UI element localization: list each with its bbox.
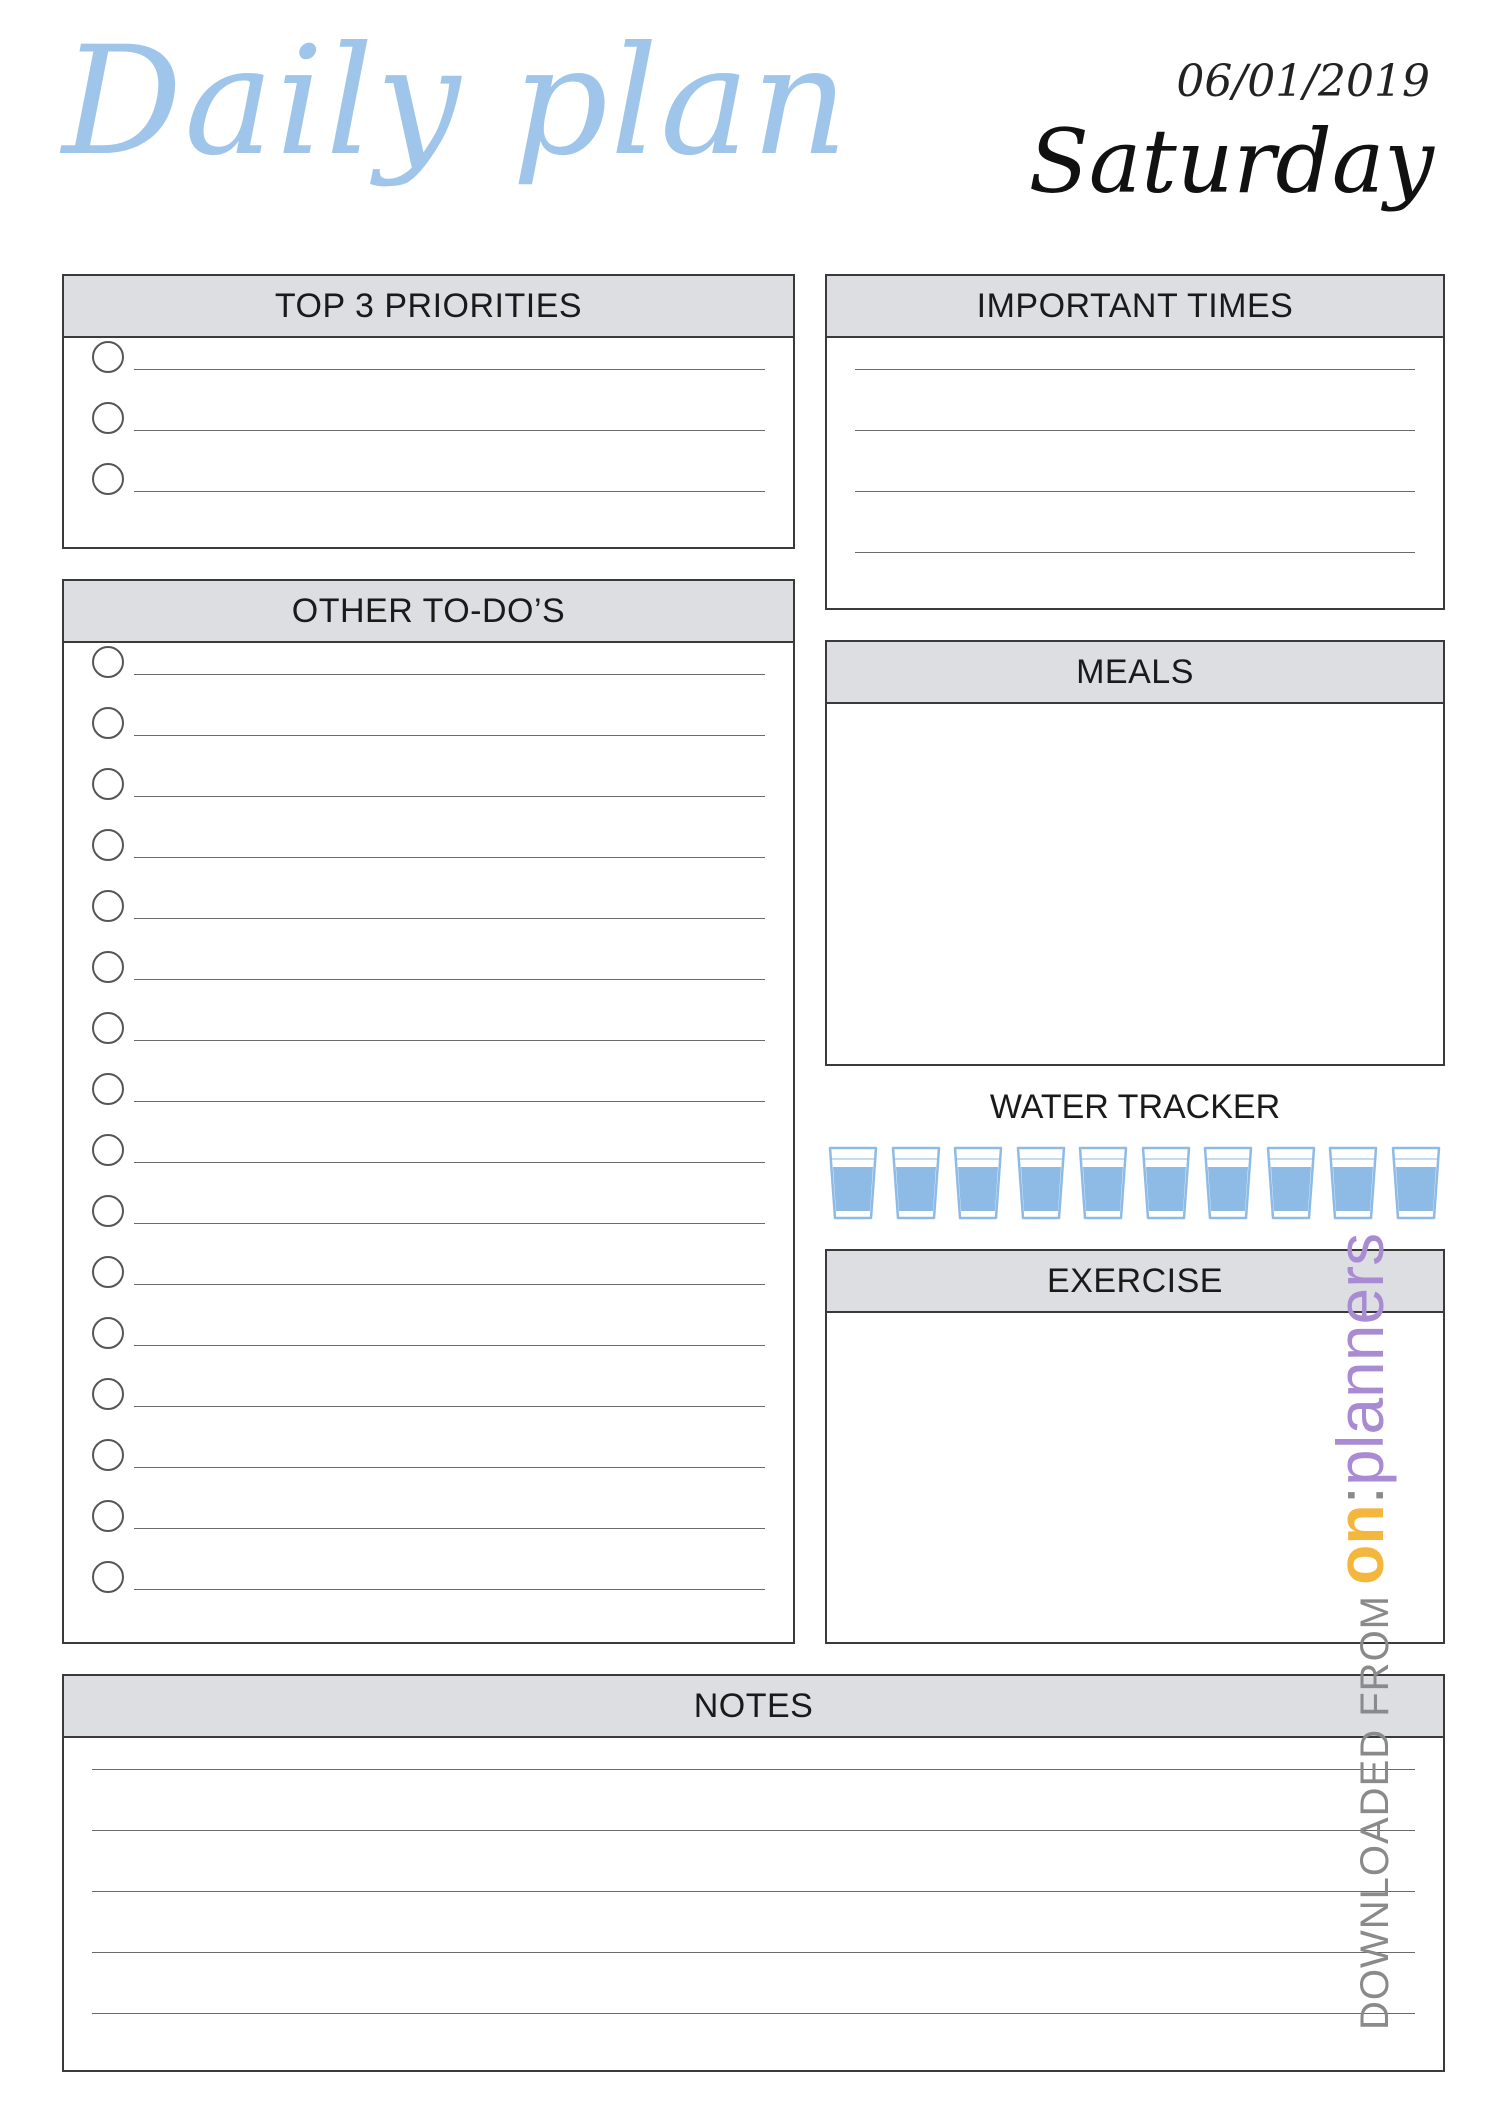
- write-line: [134, 735, 765, 736]
- notes-panel: [62, 1674, 1445, 2072]
- checklist-item[interactable]: [92, 1425, 765, 1486]
- notes-header: NOTES: [64, 1676, 1443, 1738]
- checklist-item[interactable]: [92, 1486, 765, 1547]
- checkbox-circle-icon[interactable]: [92, 1195, 124, 1227]
- write-line: [134, 1101, 765, 1102]
- checkbox-circle-icon[interactable]: [92, 1256, 124, 1288]
- checklist-item[interactable]: [92, 1242, 765, 1303]
- checklist-item[interactable]: [92, 1181, 765, 1242]
- checklist-item[interactable]: [92, 876, 765, 937]
- checklist-item[interactable]: [92, 998, 765, 1059]
- checkbox-circle-icon[interactable]: [92, 951, 124, 983]
- write-line: [134, 1040, 765, 1041]
- checklist-item[interactable]: [92, 693, 765, 754]
- todos-header: OTHER TO-DO’S: [64, 581, 793, 643]
- checklist-item[interactable]: [92, 754, 765, 815]
- water-tracker-title: WATER TRACKER: [989, 1088, 1281, 1126]
- checklist-item[interactable]: [92, 449, 765, 510]
- priorities-panel: [62, 274, 795, 549]
- write-line: [134, 857, 765, 858]
- checklist-item[interactable]: [92, 1120, 765, 1181]
- checkbox-circle-icon[interactable]: [92, 829, 124, 861]
- write-line: [855, 491, 1415, 492]
- write-line: [855, 430, 1415, 431]
- write-line: [134, 1467, 765, 1468]
- checklist-item[interactable]: [92, 815, 765, 876]
- watermark-brand-sep: :: [1323, 1486, 1397, 1505]
- checklist-item[interactable]: [92, 1547, 765, 1608]
- checklist-item[interactable]: [92, 937, 765, 998]
- water-glass-icon[interactable]: [1327, 1145, 1379, 1221]
- write-line: [855, 552, 1415, 553]
- writing-line[interactable]: [855, 327, 1415, 388]
- water-glass-icon[interactable]: [1202, 1145, 1254, 1221]
- write-line: [134, 1223, 765, 1224]
- writing-line[interactable]: [92, 1971, 1415, 2032]
- water-glass-icon[interactable]: [1265, 1145, 1317, 1221]
- checkbox-circle-icon[interactable]: [92, 1134, 124, 1166]
- write-line: [134, 1589, 765, 1590]
- important-times-panel: [825, 274, 1445, 610]
- write-line: [134, 491, 765, 492]
- write-line: [134, 1284, 765, 1285]
- write-line: [92, 1830, 1415, 1831]
- checkbox-circle-icon[interactable]: [92, 1012, 124, 1044]
- write-line: [134, 918, 765, 919]
- checkbox-circle-icon[interactable]: [92, 768, 124, 800]
- water-glasses: [827, 1145, 1447, 1225]
- date-label: 06/01/2019: [1176, 56, 1430, 107]
- page-title: Daily plan: [62, 15, 851, 189]
- writing-line[interactable]: [92, 1727, 1415, 1788]
- water-glass-icon[interactable]: [1140, 1145, 1192, 1221]
- writing-line[interactable]: [92, 1788, 1415, 1849]
- writing-line[interactable]: [92, 1910, 1415, 1971]
- checkbox-circle-icon[interactable]: [92, 890, 124, 922]
- meals-header: MEALS: [827, 642, 1443, 704]
- priorities-header: TOP 3 PRIORITIES: [64, 276, 793, 338]
- checklist-item[interactable]: [92, 1364, 765, 1425]
- checklist-item[interactable]: [92, 632, 765, 693]
- checkbox-circle-icon[interactable]: [92, 341, 124, 373]
- water-glass-icon[interactable]: [827, 1145, 879, 1221]
- water-glass-icon[interactable]: [1015, 1145, 1067, 1221]
- write-line: [134, 796, 765, 797]
- write-line: [134, 674, 765, 675]
- checkbox-circle-icon[interactable]: [92, 707, 124, 739]
- water-glass-icon[interactable]: [1077, 1145, 1129, 1221]
- write-line: [134, 979, 765, 980]
- water-glass-icon[interactable]: [890, 1145, 942, 1221]
- weekday-label: Saturday: [1028, 110, 1434, 213]
- checklist-item[interactable]: [92, 1303, 765, 1364]
- write-line: [92, 1891, 1415, 1892]
- water-glass-icon[interactable]: [1390, 1145, 1442, 1221]
- writing-line[interactable]: [855, 449, 1415, 510]
- checkbox-circle-icon[interactable]: [92, 1073, 124, 1105]
- watermark: [1322, 1233, 1398, 2030]
- write-line: [134, 1406, 765, 1407]
- checkbox-circle-icon[interactable]: [92, 1439, 124, 1471]
- writing-line[interactable]: [855, 510, 1415, 571]
- writing-line[interactable]: [92, 1849, 1415, 1910]
- checklist-item[interactable]: [92, 388, 765, 449]
- checkbox-circle-icon[interactable]: [92, 1561, 124, 1593]
- exercise-header: EXERCISE: [827, 1251, 1443, 1313]
- checkbox-circle-icon[interactable]: [92, 646, 124, 678]
- water-glass-icon[interactable]: [952, 1145, 1004, 1221]
- write-line: [134, 1162, 765, 1163]
- checkbox-circle-icon[interactable]: [92, 1500, 124, 1532]
- write-line: [92, 1952, 1415, 1953]
- todos-panel: [62, 579, 795, 1644]
- checklist-item[interactable]: [92, 1059, 765, 1120]
- watermark-prefix: DOWNLOADED FROM: [1353, 1595, 1397, 2030]
- write-line: [92, 1769, 1415, 1770]
- checkbox-circle-icon[interactable]: [92, 1317, 124, 1349]
- meals-area[interactable]: [827, 706, 1443, 1064]
- meals-panel: [825, 640, 1445, 1066]
- write-line: [134, 430, 765, 431]
- writing-line[interactable]: [855, 388, 1415, 449]
- checkbox-circle-icon[interactable]: [92, 1378, 124, 1410]
- write-line: [92, 2013, 1415, 2014]
- write-line: [134, 369, 765, 370]
- watermark-brand-on: on: [1323, 1504, 1397, 1585]
- write-line: [134, 1345, 765, 1346]
- watermark-brand-name: planners: [1323, 1232, 1397, 1487]
- checkbox-circle-icon[interactable]: [92, 402, 124, 434]
- write-line: [134, 1528, 765, 1529]
- write-line: [855, 369, 1415, 370]
- checkbox-circle-icon[interactable]: [92, 463, 124, 495]
- checklist-item[interactable]: [92, 327, 765, 388]
- important-times-header: IMPORTANT TIMES: [827, 276, 1443, 338]
